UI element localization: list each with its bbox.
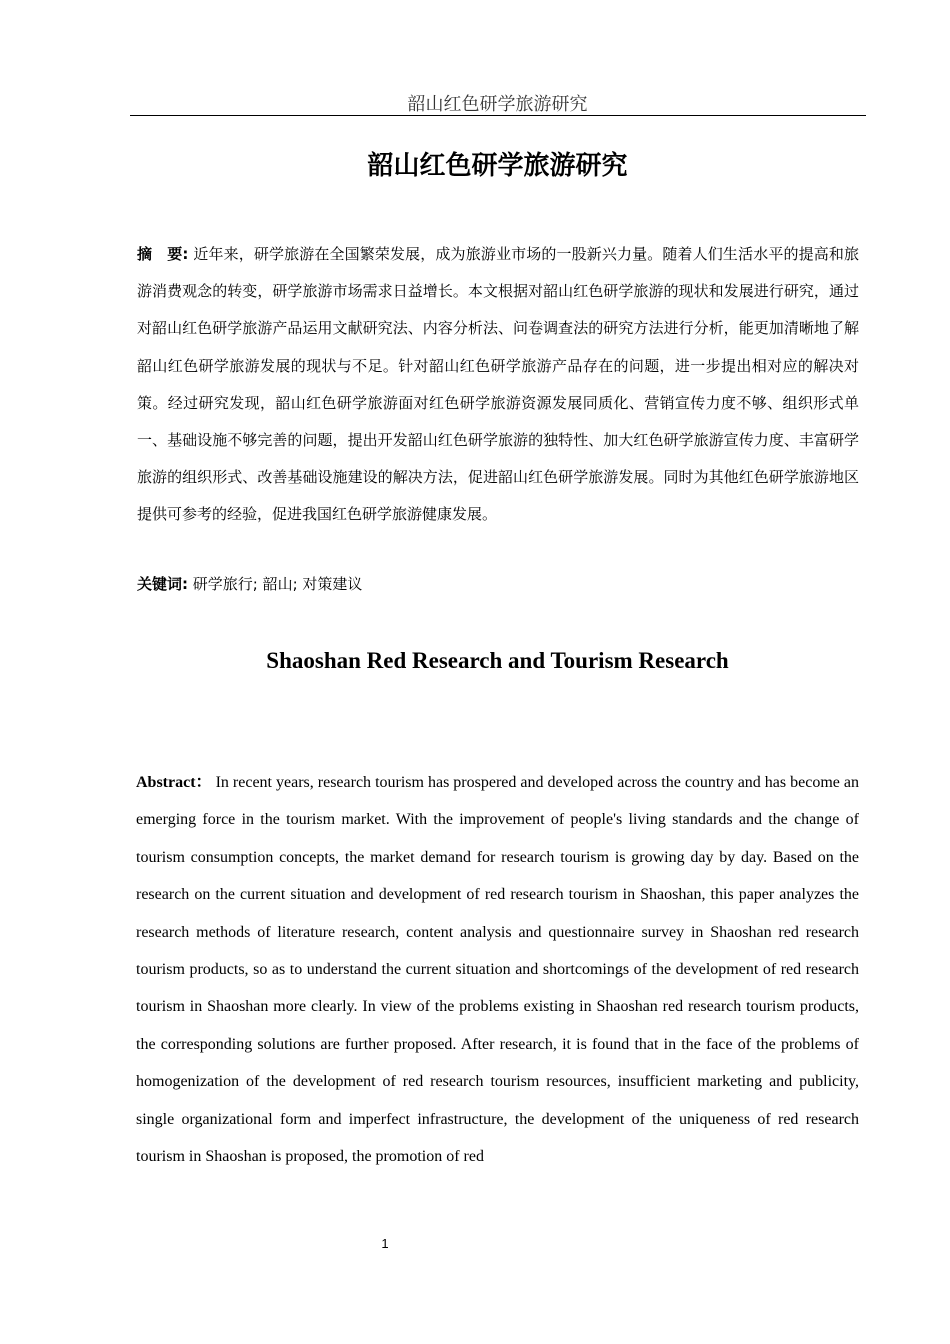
chinese-keywords-text: 研学旅行; 韶山; 对策建议 (192, 575, 363, 593)
chinese-title: 韶山红色研学旅游研究 (367, 151, 628, 181)
chinese-abstract-label: 摘 要: (137, 245, 189, 263)
header-divider (130, 115, 866, 116)
chinese-keywords-label: 关键词: (137, 575, 188, 593)
chinese-abstract-text: 近年来，研学旅游在全国繁荣发展，成为旅游业市场的一股新兴力量。随着人们生活水平的提高和旅游消费观念的转变，研学旅游市场需求日益增长。本文根据对韶山红色研学旅游的现状和发展进行研究，通过对韶山红色研学旅游产品运用文献研究法、内容分析法、问卷调查法的研究方法进行分析，能更加清晰地了解韶山红色研学旅游发展的现状与不足。针对韶山红色研学旅游产品存在的问题，进一步提出相对应的解决对策。经过研究发现，韶山红色研学旅游面对红色研学旅游资源发展同质化、营销宣传力度不够、组织形式单一、基础设施不够完善的问题，提出开发韶山红色研学旅游的独特性、加大红色研学旅游宣传力度、丰富研学旅游的组织形式、改善基础设施建设的解决方法，促进韶山红色研学旅游发展。同时为其他红色研学旅游地区提供可参考的经验，促进我国红色研学旅游健康发展。 (137, 245, 859, 524)
english-title: Shaoshan Red Research and Tourism Research (266, 648, 729, 673)
english-abstract-label: Abstract： (136, 774, 212, 791)
english-abstract-text: In recent years, research tourism has prospered and developed across the country and has become an emerging force in the tourism market. With the improvement of people's living standards and the change of tourism consumption concepts, the market demand for research tourism is growing day by day. Based on the research on the current situation and development of red research tourism in Shaoshan, this paper analyzes the research methods of literature research, content analysis and questionnaire survey in Shaoshan red research tourism products, so as to understand the current situation and shortcomings of the development of red research tourism in Shaoshan more clearly. In view of the problems existing in Shaoshan red research tourism products, the corresponding solutions are further proposed. After research, it is found that in the face of the problems of homogenization of the development of red research tourism resources, insufficient marketing and publicity, single organizational form and imperfect infrastructure, the development of the uniqueness of red research tourism in Shaoshan is proposed, the promotion of red (136, 774, 860, 1166)
running-header: 韶山红色研学旅游研究 (407, 94, 588, 115)
chinese-keywords (137, 570, 859, 598)
page-number: 1 (381, 1236, 389, 1251)
chinese-abstract (137, 236, 859, 534)
english-abstract (136, 764, 859, 1175)
